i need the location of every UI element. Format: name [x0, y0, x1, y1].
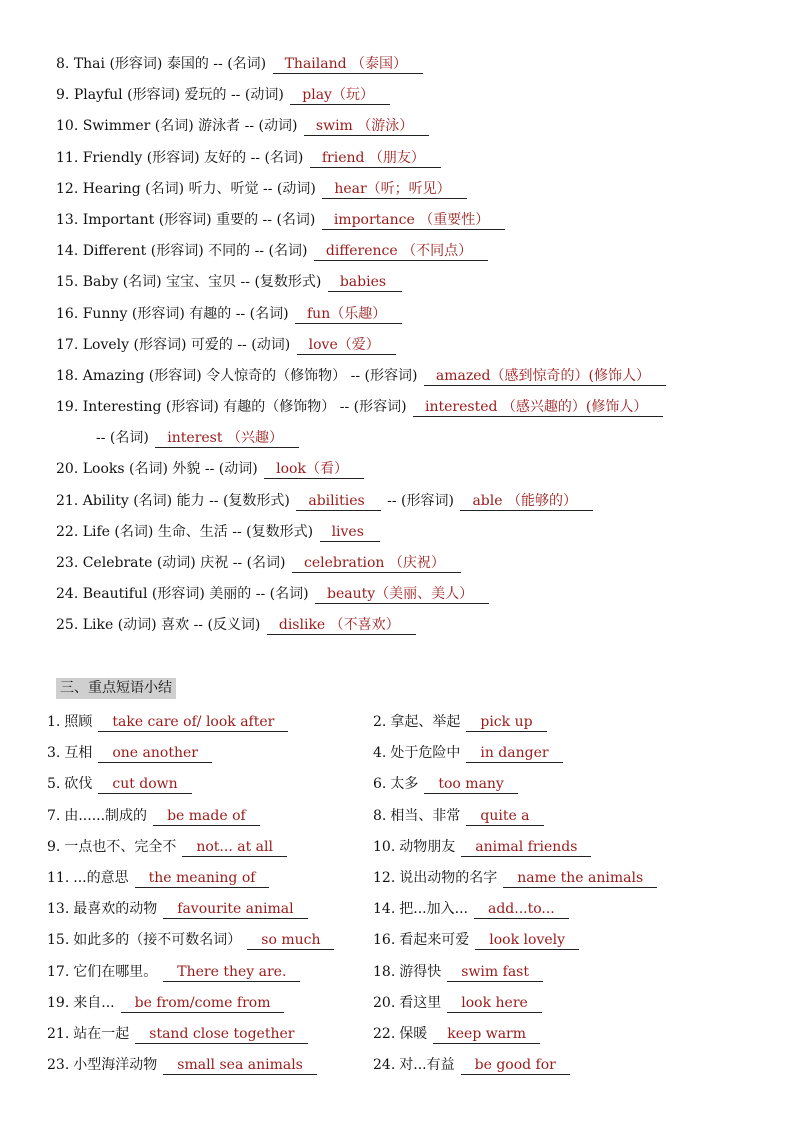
item-number: 13.: [47, 901, 70, 918]
phrase-row: [47, 1022, 767, 1053]
word-forms-list: [56, 52, 766, 645]
item-number: 22.: [373, 1025, 396, 1042]
item-number: 10.: [373, 838, 396, 855]
meaning: 令人惊奇的（修饰物）: [206, 367, 347, 384]
item-number: 8.: [56, 56, 70, 72]
word-row: [56, 83, 766, 114]
answer-blank: interested （感兴趣的）(修饰人）: [413, 399, 663, 417]
target-form: -- (动词): [244, 118, 298, 135]
answer-blank: cut down: [98, 776, 191, 794]
word: Amazing: [82, 367, 145, 384]
word: Important: [82, 211, 155, 228]
word-row: [56, 489, 766, 520]
phrase-item: [47, 866, 269, 890]
word: Beautiful: [82, 586, 148, 603]
target-form: -- (复数形式): [240, 274, 322, 291]
phrase-item: [373, 866, 657, 890]
phrase-row: [47, 741, 767, 772]
phrase-chinese: 看这里: [399, 994, 442, 1011]
meaning: 外貌: [172, 461, 201, 478]
part-of-speech: (形容词): [158, 211, 212, 228]
answer-blank: in danger: [466, 745, 562, 763]
phrase-row: [47, 991, 767, 1022]
target-form: -- (动词): [263, 180, 316, 197]
phrase-chinese: 说出动物的名字: [399, 869, 498, 886]
word-row: [56, 613, 766, 644]
target-form: -- (动词): [230, 87, 284, 104]
phrase-row: [47, 710, 767, 741]
item-number: 24.: [56, 586, 79, 603]
answer-blank: small sea animals: [163, 1057, 317, 1075]
answer-blank: Thailand （泰国）: [273, 56, 423, 74]
part-of-speech: (动词): [156, 555, 196, 571]
meaning: 听力、听觉: [188, 180, 259, 197]
phrase-chinese: 看起来可爱: [399, 932, 470, 949]
answer-blank: swim fast: [447, 964, 543, 982]
word-row: [56, 333, 766, 364]
answer-blank: add...to...: [474, 901, 569, 919]
answer-blank: importance （重要性）: [322, 212, 505, 230]
answer-blank: be made of: [153, 808, 260, 826]
answer-blank: name the animals: [503, 870, 657, 888]
part-of-speech: (动词): [117, 617, 157, 634]
answer-blank: too many: [424, 776, 517, 794]
answer-blank: pick up: [466, 714, 546, 732]
part-of-speech: (名词): [145, 180, 185, 197]
word-row: [56, 551, 766, 582]
answer-blank: stand close together: [135, 1026, 308, 1044]
phrase-item: [47, 991, 284, 1015]
answer-blank: animal friends: [461, 839, 591, 857]
phrase-chinese: 游得快: [399, 963, 442, 980]
phrase-row: [47, 835, 767, 866]
meaning: 庆祝: [200, 555, 229, 571]
word: Lovely: [82, 336, 130, 353]
phrase-chinese: 一点也不、完全不: [64, 838, 177, 855]
part-of-speech: (形容词): [127, 87, 181, 104]
item-number: 8.: [373, 807, 387, 824]
word: Celebrate: [82, 555, 153, 571]
word-row: [56, 239, 766, 270]
answer-blank: beauty（美丽、美人）: [315, 586, 489, 604]
phrase-summary-list: [47, 710, 767, 1084]
part-of-speech: (形容词): [150, 243, 204, 260]
word-row: [56, 208, 766, 239]
meaning: 有趣的（修饰物）: [223, 399, 336, 416]
target-form: -- (名词): [232, 555, 286, 571]
phrase-item: [373, 772, 518, 796]
phrase-chinese: 照顾: [64, 714, 93, 730]
part-of-speech: (形容词): [133, 336, 187, 353]
target-form: -- (名词): [250, 149, 304, 166]
phrase-chinese: 砍伐: [64, 776, 93, 793]
phrase-chinese: 动物朋友: [399, 838, 456, 855]
section-heading: 三、重点短语小结: [56, 678, 176, 699]
target-form: -- (复数形式): [209, 492, 290, 509]
target-form: -- (名词): [213, 56, 267, 72]
answer-blank: babies: [328, 274, 402, 292]
item-number: 20.: [56, 461, 79, 478]
phrase-chinese: 把...加入...: [399, 901, 468, 918]
phrase-item: [373, 710, 547, 734]
phrase-row: [47, 960, 767, 991]
word-row: [56, 52, 766, 83]
answer-blank: one another: [98, 745, 212, 763]
answer-blank: lives: [320, 524, 380, 542]
phrase-row: [47, 866, 767, 897]
target-form: -- (动词): [204, 461, 258, 478]
answer-blank: There they are.: [163, 964, 300, 982]
target-form: -- (动词): [237, 336, 291, 353]
phrase-chinese: ...的意思: [73, 869, 129, 886]
target-form: -- (形容词): [387, 492, 454, 509]
answer-blank: the meaning of: [135, 870, 270, 888]
item-number: 17.: [56, 336, 79, 353]
phrase-chinese: 保暖: [399, 1025, 428, 1042]
phrase-chinese: 对...有益: [399, 1057, 455, 1074]
item-number: 15.: [56, 274, 79, 291]
target-form: -- (名词): [262, 211, 316, 228]
item-number: 12.: [373, 869, 396, 886]
phrase-item: [373, 804, 544, 828]
item-number: 14.: [56, 243, 79, 260]
target-form: -- (反义词): [193, 617, 261, 634]
meaning: 游泳者: [198, 118, 241, 135]
phrase-item: [47, 1022, 308, 1046]
answer-blank: interest （兴趣）: [155, 430, 299, 448]
phrase-item: [47, 772, 192, 796]
answer-blank: look（看）: [264, 461, 364, 479]
meaning: 宝宝、宝贝: [166, 274, 237, 291]
part-of-speech: (名词): [154, 118, 194, 135]
meaning: 有趣的: [189, 305, 232, 322]
meaning: 泰国的: [166, 56, 209, 72]
answer-blank: celebration （庆祝）: [292, 555, 461, 573]
meaning: 不同的: [208, 243, 251, 260]
answer-blank: hear（听；听见）: [322, 181, 466, 199]
answer-blank: favourite animal: [163, 901, 307, 919]
meaning: 美丽的: [209, 586, 252, 603]
item-number: 15.: [47, 932, 70, 949]
word: Looks: [82, 461, 125, 478]
phrase-row: [47, 1053, 767, 1084]
phrase-item: [47, 1053, 317, 1077]
word: Ability: [82, 492, 129, 509]
target-form: -- (名词): [235, 305, 289, 322]
meaning: 重要的: [216, 211, 259, 228]
answer-blank: take care of/ look after: [98, 714, 288, 732]
phrase-row: [47, 772, 767, 803]
phrase-item: [373, 928, 579, 952]
word: Interesting: [82, 399, 162, 416]
word-row: [56, 270, 766, 301]
item-number: 12.: [56, 180, 79, 197]
meaning: 喜欢: [161, 617, 190, 634]
target-form: -- (名词): [255, 586, 309, 603]
meaning: 生命、生活: [157, 523, 228, 540]
phrase-item: [373, 897, 569, 921]
item-number: 9.: [56, 87, 70, 104]
part-of-speech: (名词): [129, 461, 168, 478]
word: Friendly: [82, 149, 143, 166]
phrase-item: [47, 710, 288, 734]
part-of-speech: (名词): [114, 523, 154, 540]
target-form: -- (名词): [96, 430, 149, 447]
word: Playful: [73, 87, 123, 104]
word-row: [56, 395, 766, 426]
phrase-chinese: 如此多的（接不可数名词）: [73, 932, 242, 949]
answer-blank: fun（乐趣）: [295, 306, 402, 324]
phrase-chinese: 最喜欢的动物: [73, 901, 158, 918]
answer-blank: look lovely: [475, 932, 579, 950]
item-number: 17.: [47, 963, 70, 980]
item-number: 25.: [56, 617, 79, 634]
item-number: 20.: [373, 994, 396, 1011]
part-of-speech: (形容词): [109, 56, 163, 72]
meaning: 能力: [176, 492, 205, 509]
phrase-chinese: 小型海洋动物: [73, 1057, 158, 1074]
word: Thai: [73, 56, 105, 72]
phrase-chinese: 站在一起: [73, 1025, 130, 1042]
item-number: 21.: [56, 492, 79, 509]
phrase-item: [47, 897, 308, 921]
part-of-speech: (形容词): [165, 399, 219, 416]
phrase-item: [373, 1022, 540, 1046]
phrase-item: [47, 960, 300, 984]
target-form: -- (复数形式): [232, 523, 314, 540]
answer-blank: look here: [447, 995, 542, 1013]
word-row: [56, 302, 766, 333]
item-number: 13.: [56, 211, 79, 228]
phrase-item: [373, 741, 563, 765]
answer-blank: able （能够的）: [460, 493, 593, 511]
answer-blank: play（玩）: [290, 87, 390, 105]
part-of-speech: (名词): [122, 274, 162, 291]
part-of-speech: (名词): [133, 492, 173, 509]
word: Like: [82, 617, 114, 634]
item-number: 16.: [373, 932, 396, 949]
item-number: 18.: [373, 963, 396, 980]
phrase-item: [47, 835, 287, 859]
meaning: 爱玩的: [184, 87, 227, 104]
item-number: 9.: [47, 838, 61, 855]
answer-blank: be good for: [461, 1057, 570, 1075]
answer-blank: dislike （不喜欢）: [267, 617, 416, 635]
target-form: -- (名词): [254, 243, 308, 260]
target-form: -- (形容词): [350, 367, 418, 384]
answer-blank: friend （朋友）: [310, 150, 441, 168]
part-of-speech: (形容词): [151, 586, 205, 603]
word: Hearing: [82, 180, 141, 197]
word-row: [56, 177, 766, 208]
item-number: 23.: [56, 555, 79, 571]
item-number: 21.: [47, 1025, 70, 1042]
item-number: 19.: [47, 994, 70, 1011]
phrase-row: [47, 804, 767, 835]
phrase-chinese: 相当、非常: [390, 807, 461, 824]
word-row: [56, 582, 766, 613]
target-form: -- (形容词): [339, 399, 407, 416]
phrase-chinese: 太多: [390, 776, 419, 793]
phrase-chinese: 拿起、举起: [390, 714, 461, 730]
phrase-chinese: 来自...: [73, 994, 115, 1011]
answer-blank: difference （不同点）: [314, 243, 488, 261]
item-number: 16.: [56, 305, 79, 322]
item-number: 11.: [56, 149, 79, 166]
answer-blank: keep warm: [433, 1026, 540, 1044]
answer-blank: be from/come from: [121, 995, 285, 1013]
item-number: 2.: [373, 714, 387, 730]
answer-blank: swim （游泳）: [304, 118, 429, 136]
word: Baby: [82, 274, 119, 291]
word-row: [56, 364, 766, 395]
part-of-speech: (形容词): [146, 149, 200, 166]
word: Different: [82, 243, 147, 260]
item-number: 22.: [56, 523, 79, 540]
word-row: [56, 426, 766, 457]
part-of-speech: (形容词): [131, 305, 185, 322]
meaning: 可爱的: [190, 336, 233, 353]
word: Swimmer: [82, 118, 151, 135]
word-row: [56, 114, 766, 145]
phrase-item: [47, 804, 260, 828]
answer-blank: abilities: [296, 493, 380, 511]
phrase-item: [373, 960, 543, 984]
item-number: 10.: [56, 118, 79, 135]
phrase-item: [373, 1053, 570, 1077]
item-number: 5.: [47, 776, 61, 793]
phrase-item: [47, 928, 334, 952]
answer-blank: quite a: [466, 808, 543, 826]
phrase-chinese: 由......制成的: [64, 807, 148, 824]
word-row: [56, 146, 766, 177]
item-number: 23.: [47, 1057, 70, 1074]
item-number: 18.: [56, 367, 79, 384]
item-number: 14.: [373, 901, 396, 918]
answer-blank: love（爱）: [297, 337, 396, 355]
answer-blank: amazed（感到惊奇的）(修饰人）: [424, 368, 666, 386]
item-number: 4.: [373, 745, 387, 762]
part-of-speech: (形容词): [148, 367, 202, 384]
word-row: [56, 457, 766, 488]
item-number: 19.: [56, 399, 79, 416]
phrase-row: [47, 897, 767, 928]
answer-blank: so much: [247, 932, 334, 950]
answer-blank: not... at all: [182, 839, 287, 857]
phrase-item: [47, 741, 212, 765]
word: Funny: [82, 305, 128, 322]
item-number: 11.: [47, 869, 70, 886]
word-row: [56, 520, 766, 551]
meaning: 友好的: [204, 149, 247, 166]
phrase-chinese: 互相: [64, 745, 93, 762]
item-number: 3.: [47, 745, 61, 762]
phrase-chinese: 处于危险中: [390, 745, 461, 762]
item-number: 1.: [47, 714, 61, 730]
phrase-chinese: 它们在哪里。: [73, 963, 158, 980]
word: Life: [82, 523, 110, 540]
phrase-item: [373, 835, 591, 859]
item-number: 24.: [373, 1057, 396, 1074]
phrase-item: [373, 991, 542, 1015]
phrase-row: [47, 928, 767, 959]
item-number: 6.: [373, 776, 387, 793]
item-number: 7.: [47, 807, 61, 824]
